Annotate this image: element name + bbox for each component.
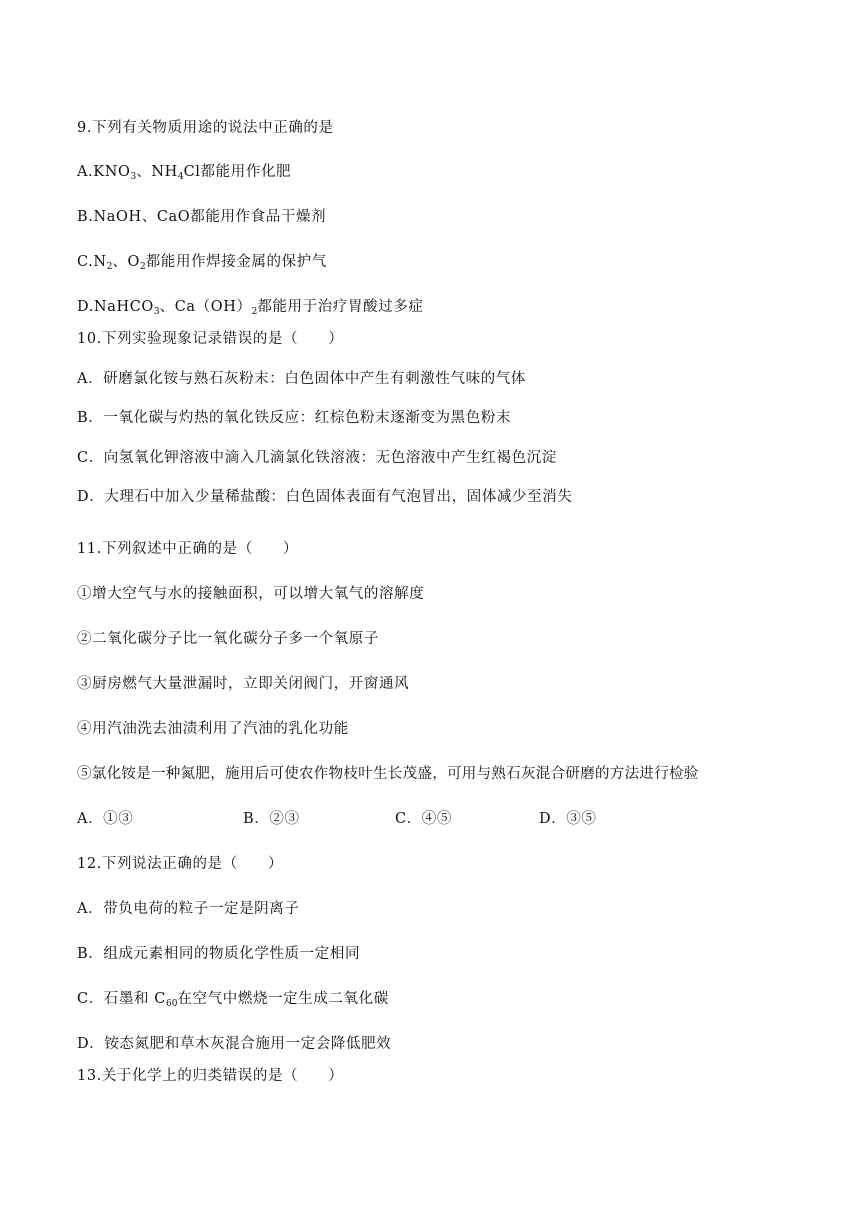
question-12-option-c: C．石墨和 $C_{60}$在空气中燃烧一定生成二氧化碳	[77, 991, 389, 1009]
question-11-stem: 11.下列叙述中正确的是（ ）	[77, 541, 299, 557]
question-12-option-b: B．组成元素相同的物质化学性质一定相同	[77, 946, 361, 962]
question-12-option-d: D．铵态氮肥和草木灰混合施用一定会降低肥效	[77, 1036, 392, 1052]
question-12-stem: 12.下列说法正确的是（ ）	[77, 856, 284, 872]
question-13-stem: 13.关于化学上的归类错误的是（ ）	[77, 1068, 344, 1084]
question-10-option-c: C．向氢氧化钾溶液中滴入几滴氯化铁溶液：无色溶液中产生红褐色沉淀	[77, 450, 557, 466]
question-10-option-a: A．研磨氯化铵与熟石灰粉末：白色固体中产生有刺激性气味的气体	[77, 371, 526, 387]
question-11-statement-5: ⑤氯化铵是一种氮肥，施用后可使农作物枝叶生长茂盛，可用与熟石灰混合研磨的方法进行检验	[77, 766, 699, 782]
question-9-option-c: $C.N_2$、$O_2$都能用作焊接金属的保护气	[77, 254, 327, 272]
question-10-option-d: D．大理石中加入少量稀盐酸：白色固体表面有气泡冒出，固体减少至消失	[77, 489, 573, 505]
question-11-statement-4: ④用汽油洗去油渍利用了汽油的乳化功能	[77, 721, 349, 737]
question-9-option-b: B.NaOH、CaO都能用作食品干燥剂	[77, 209, 327, 225]
question-11-statement-2: ②二氧化碳分子比一氧化碳分子多一个氧原子	[77, 631, 379, 647]
question-12-option-a: A．带负电荷的粒子一定是阴离子	[77, 901, 300, 917]
question-11-option-b: B．②③	[243, 811, 300, 827]
question-11-options	[77, 810, 777, 828]
question-9-option-d: D.NaHCO$_3$、$Ca(OH)_2$都能用于治疗胃酸过多症	[77, 299, 424, 317]
question-11-statement-1: ①增大空气与水的接触面积，可以增大氧气的溶解度	[77, 586, 425, 602]
question-11-option-d: D．③⑤	[539, 811, 597, 827]
question-10-option-b: B．一氧化碳与灼热的氧化铁反应：红棕色粉末逐渐变为黑色粉末	[77, 410, 512, 426]
question-9-option-a: $A.KNO_3$、$NH_4Cl$都能用作化肥	[77, 164, 292, 182]
question-9-stem: 9.下列有关物质用途的说法中正确的是	[77, 120, 334, 136]
question-11-statement-3: ③厨房燃气大量泄漏时，立即关闭阀门，开窗通风	[77, 676, 410, 692]
question-11-option-c: C．④⑤	[395, 811, 452, 827]
question-10-stem: 10.下列实验现象记录错误的是（ ）	[77, 331, 344, 347]
question-11-option-a: A．①③	[77, 811, 134, 827]
